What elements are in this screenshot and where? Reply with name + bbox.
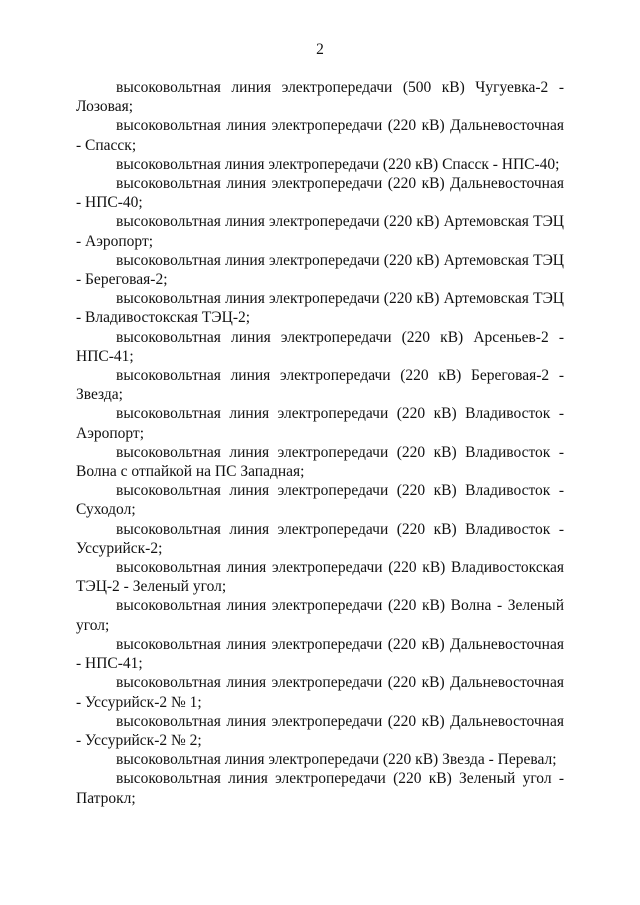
- paragraph-10: высоковольтная линия электропередачи (220 кВ) Владивосток - Аэропорт;: [76, 405, 564, 442]
- paragraph-11: высоковольтная линия электропередачи (220 кВ) Владивосток - Волна с отпайкой на ПС Западная;: [76, 443, 564, 481]
- paragraph-15: высоковольтная линия электропередачи (220 кВ) Волна - Зеленый угол;: [76, 597, 564, 634]
- document-body: [76, 78, 564, 808]
- paragraph-17: высоковольтная линия электропередачи (220 кВ) Дальневосточная - Уссурийск-2 № 1;: [76, 674, 564, 711]
- paragraph-9: высоковольтная линия электропередачи (220 кВ) Береговая-2 - Звезда;: [76, 367, 564, 404]
- paragraph-18: высоковольтная линия электропередачи (220 кВ) Дальневосточная - Уссурийск-2 № 2;: [76, 712, 564, 749]
- paragraph-20: высоковольтная линия электропередачи (220 кВ) Зеленый угол - Патрокл;: [76, 770, 564, 807]
- paragraph-16: высоковольтная линия электропередачи (220 кВ) Дальневосточная - НПС-41;: [76, 635, 564, 673]
- paragraph-4: высоковольтная линия электропередачи (220 кВ) Дальневосточная - НПС-40;: [76, 175, 564, 212]
- paragraph-12: высоковольтная линия электропередачи (220 кВ) Владивосток - Суходол;: [76, 482, 564, 519]
- paragraph-1: высоковольтная линия электропередачи (500 кВ) Чугуевка-2 - Лозовая;: [76, 79, 564, 116]
- paragraph-8: высоковольтная линия электропередачи (220 кВ) Арсеньев-2 - НПС-41;: [76, 328, 564, 365]
- paragraph-19: высоковольтная линия электропередачи (220 кВ) Звезда - Перевал;: [116, 751, 557, 769]
- paragraph-14: высоковольтная линия электропередачи (220 кВ) Владивостокская ТЭЦ-2 - Зеленый угол;: [76, 559, 564, 596]
- paragraph-2: высоковольтная линия электропередачи (220 кВ) Дальневосточная - Спасск;: [76, 117, 564, 154]
- paragraph-5: высоковольтная линия электропередачи (220 кВ) Артемовская ТЭЦ - Аэропорт;: [76, 213, 564, 250]
- paragraph-7: высоковольтная линия электропередачи (220 кВ) Артемовская ТЭЦ - Владивостокская ТЭЦ-2;: [76, 290, 564, 327]
- page-number: 2: [316, 41, 324, 58]
- paragraph-13: высоковольтная линия электропередачи (220 кВ) Владивосток - Уссурийск-2;: [76, 520, 564, 557]
- paragraph-3: высоковольтная линия электропередачи (220 кВ) Спасск - НПС-40;: [116, 155, 560, 173]
- paragraph-6: высоковольтная линия электропередачи (220 кВ) Артемовская ТЭЦ - Береговая-2;: [76, 251, 564, 289]
